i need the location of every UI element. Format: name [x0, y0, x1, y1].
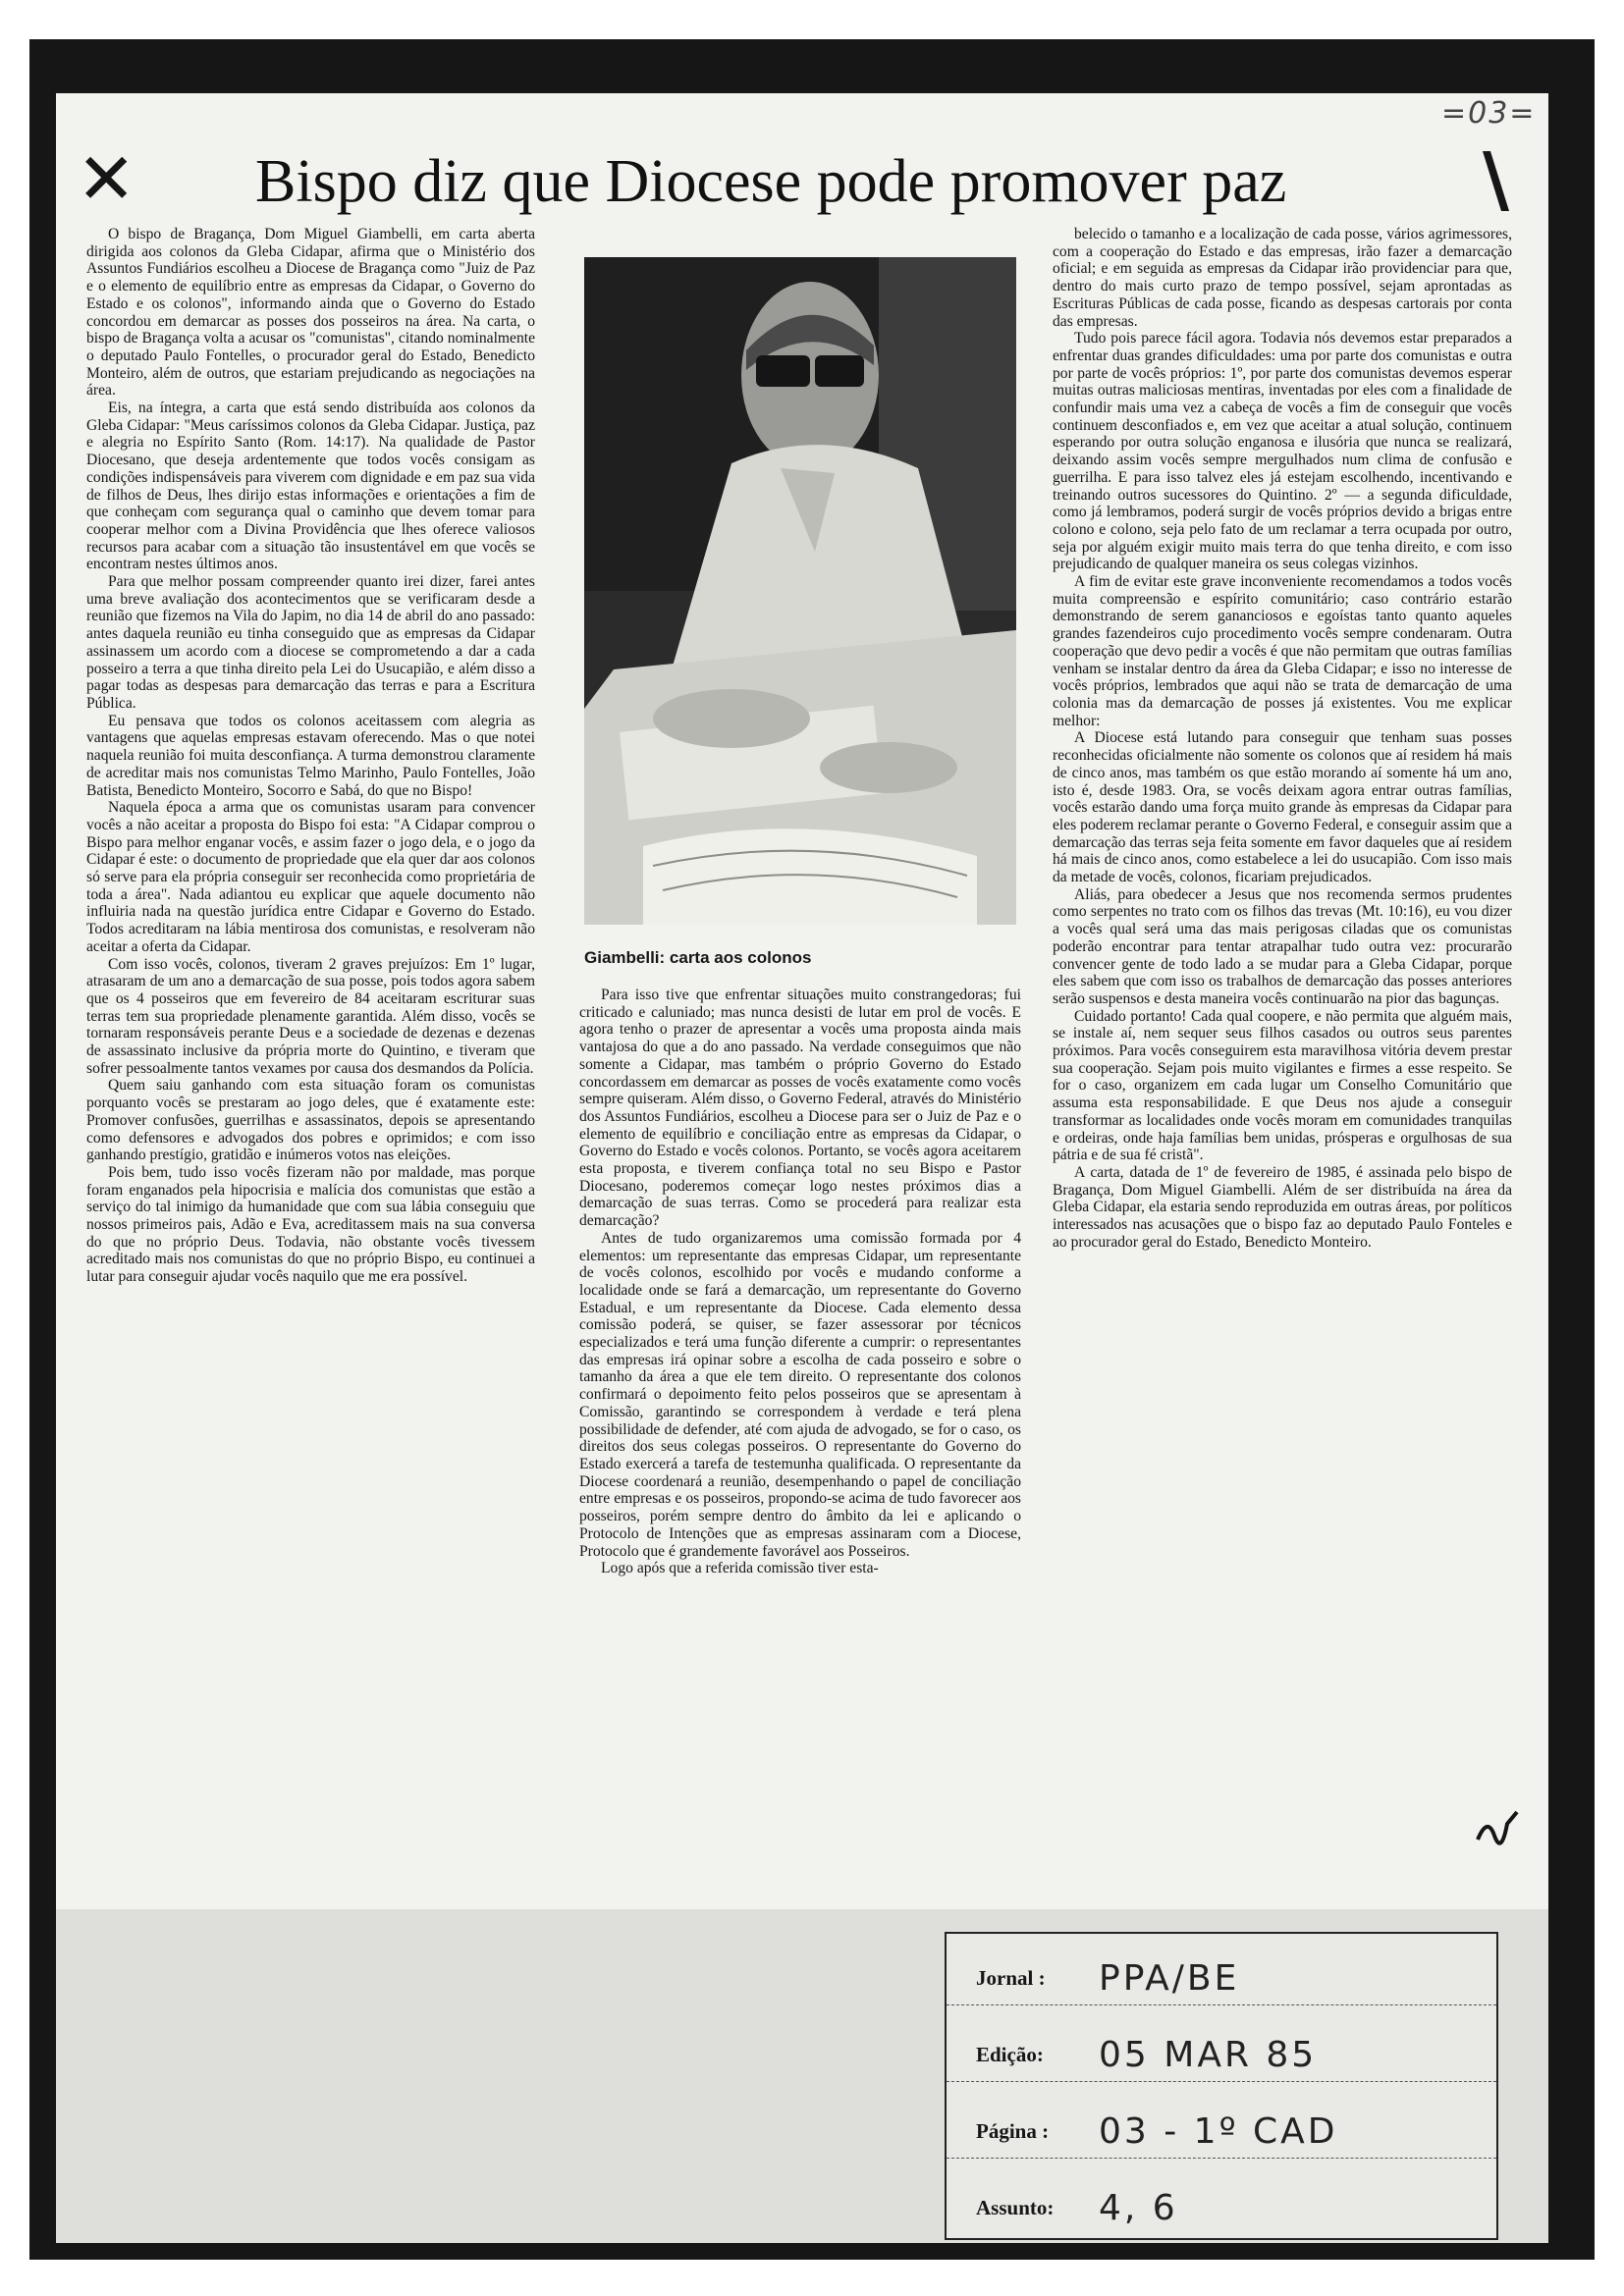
x-mark-icon: ✕ [77, 137, 136, 220]
article-paragraph: Eis, na íntegra, a carta que está sendo distribuída aos colonos da Gleba Cidapar: "Meus caríssimos colonos da Gleba Cidapar. Justiça, paz e alegria no Espírito Santo (Rom. 14:17). Na qualidade de Pastor Diocesano, que deseja ardentemente que todos vocês consigam as condições indispensáveis para viverem com dignidade e em paz sua vida de filhos de Deus, lhes dirijo estas informações e orientações a fim de que conheçam com segurança qual o caminho que devem tomar para cooperar melhor com a Divina Providência que lhes oferece valiosos recursos para acabar com a situação tão insustentável em que vocês se encontram nestes últimos anos. [86, 400, 535, 573]
article-paragraph: Aliás, para obedecer a Jesus que nos recomenda sermos prudentes como serpentes no trato com os filhos das trevas (Mt. 10:16), eu vou dizer a vocês qual será uma das mais perigosas ciladas que os comunistas poderão encontrar para tentar atrapalhar tudo outra vez: procurarão convencer gente de todo lado a se mudar para a Gleba Cidapar, porque eles sabem que com isso os trabalhos de demarcação das posses anteriores serão suspensos e desta maneira vocês continuarão na pior das bagunças. [1053, 885, 1512, 1007]
article-column-1 [86, 226, 535, 1860]
article-paragraph: A Diocese está lutando para conseguir que tenham suas posses reconhecidas oficialmente não somente os colonos que aí residem há mais de cinco anos, mas também os que estão morando aí somente há um ano, isto é, desde 1983. Ora, se vocês deixam agora entrar outras famílias, vocês estarão dando uma força muito grande às empresas da Cidapar para eles poderem reclamar perante o Governo Federal, e conseguir assim que a demarcação das terras seja feita somente em favor daqueles que aí residem há mais de cinco anos, como estabelece a lei do usucapião. Com isso mais da metade de vocês, colonos, ficariam prejudicados. [1053, 729, 1512, 886]
stamp-assunto-label: Assunto: [976, 2196, 1055, 2219]
stamp-row-assunto [947, 2163, 1496, 2234]
stamp-edicao-label: Edição: [976, 2043, 1044, 2066]
article-paragraph: Tudo pois parece fácil agora. Todavia nós devemos estar preparados a enfrentar duas grandes dificuldades: uma por parte dos comunistas e outra por parte de vocês próprios: 1º, por parte dos comunistas devemos esperar muitas outras maliciosas mentiras, inventadas por eles com a finalidade de confundir mais uma vez a cabeça de vocês a fim de conseguir que vocês continuem desconfiados e, em vez que aceitar a atual solução, continuem esperando por outra solução enganosa e ilusória que nunca se realizará, deixando assim vocês sempre mergulhados num clima de confusão e guerrilha. E para isso talvez eles já estejam escolhendo, incentivando e treinando outros sucessores do Quintino. 2º — a segunda dificuldade, como já lembramos, poderá surgir de vocês próprios devido a brigas entre colono e colono, seja pelo fato de um reclamar a terra ocupada por outro, seja por alguém exigir muito mais terra do que tenha direito, e com isso prejudicando de qualquer maneira os seus colegas vizinhos. [1053, 330, 1512, 573]
article-paragraph: Logo após que a referida comissão tiver esta- [601, 1560, 879, 1577]
article-paragraph: Para que melhor possam compreender quanto irei dizer, farei antes uma breve avaliação dos acontecimentos que se verificaram desde a reunião que fizemos na Vila do Japim, no dia 14 de abril do ano passado: antes daquela reunião eu tinha conseguido que as empresas da Cidapar assinassem um acordo com a diocese se comprometendo a dar a cada posseiro a terra a que tinha direito pela Lei do Usucapião, e além disso a pagar todas as despesas para demarcação das terras e para a Escritura Pública. [86, 573, 535, 712]
bishop-photo [584, 257, 1016, 925]
stamp-pagina-label: Página : [976, 2119, 1050, 2143]
article-paragraph: Quem saiu ganhando com esta situação foram os comunistas porquanto vocês se prestaram ao jogo deles, que é exatamente este: Promover confusões, guerrilhas e assassinatos, depois se apresentando como defensores e advogados dos pobres e oprimidos; e com isso ganhando prestígio, gratidão e inúmeros votos nas eleições. [86, 1077, 535, 1164]
article-paragraph: belecido o tamanho e a localização de cada posse, vários agrimessores, com a cooperação do Estado e das empresas, irão fazer a demarcação oficial; e em seguida as empresas da Cidapar irão providenciar para que, dentro do mais curto prazo de tempo possível, sejam aprontadas as Escrituras Públicas de cada posse, ficando as despesas cartorais por conta das empresas. [1053, 226, 1512, 330]
stamp-row-jornal [947, 1934, 1496, 2005]
stamp-jornal-label: Jornal : [976, 1966, 1046, 1990]
slash-mark-icon: \ [1483, 137, 1510, 222]
article-paragraph: Com isso vocês, colonos, tiveram 2 graves prejuízos: Em 1º lugar, atrasaram de um ano a demarcação de sua posse, pois todos agora sabem que os 4 posseiros que em fevereiro de 84 aceitaram escriturar suas terras tem sua propriedade plenamente garantida. Além disso, vocês se tornaram responsáveis perante Deus e a sociedade de dezenas e dezenas de assassinato inclusive da própria morte do Quintino, e tiveram que sofrer pessoalmente tantos vexames por causa dos desmandos da Polícia. [86, 955, 535, 1077]
headline: Bispo diz que Diocese pode promover paz [255, 148, 1287, 215]
article-paragraph: Naquela época a arma que os comunistas usaram para convencer vocês a não aceitar a proposta do Bispo foi esta: "A Cidapar comprou o Bispo para melhor enganar vocês, e assim fazer o jogo dela, e o jogo da Cidapar é este: o documento de propriedade que ela quer dar aos colonos só serve para ela própria conseguir ser reconhecida como proprietária de toda a área". Nada adiantou eu explicar que aquele documento não influiria nada na questão jurídica entre Cidapar e Governo do Estado. Todos acreditaram na lábia mentirosa dos comunistas, e resolveram não aceitar a oferta da Cidapar. [86, 799, 535, 955]
page-marker: =03= [1441, 96, 1537, 131]
stamp-row-pagina [947, 2087, 1496, 2159]
article-column-2 [579, 987, 1021, 1841]
article-paragraph: Antes de tudo organizaremos uma comissão formada por 4 elementos: um representante das empresas Cidapar, um representante de vocês colonos, escolhido por vocês e mudando conforme a localidade onde se fará a demarcação, um representante do Governo Estadual, e um representante da Diocese. Cada elemento dessa comissão poderá, se quiser, se fazer assessorar por técnicos especializados e terá uma função diferente a cumprir: o representantes das empresas irá opinar sobre a escolha de cada posseiro e sobre o tamanho da área a que ele tem direito. O representante dos colonos confirmará o depoimento feito pelos posseiros que se apresentam à Comissão, garantindo se correspondem à verdade e terá plena possibilidade de defender, até com ajuda de advogado, se for o caso, os direitos dos seus colegas posseiros. O representante do Governo do Estado exercerá a tarefa de testemunha qualificada. O representante da Diocese coordenará a reunião, desempenhando o papel de conciliação entre empresas e os posseiros, propondo-se acima de tudo favorecer aos posseiros, porém sempre dentro do âmbito da lei e aplicando o Protocolo de Intenções que as empresas assinaram com a Diocese, Protocolo que é grandemente favorável aos Posseiros. [579, 1229, 1021, 1560]
article-paragraph: Pois bem, tudo isso vocês fizeram não por maldade, mas porque foram enganados pela hipocrisia e malícia dos comunistas que estão a serviço do tal inimigo da humanidade que com sua lábia conseguiu que nossos primeiros pais, Adão e Eva, acreditassem mais na sua conversa do que no próprio Deus. Todavia, não obstante vocês tivessem acreditado mais nos comunistas do que no próprio Bispo, eu continuei a lutar para conseguir ajudar vocês naquilo que me era possível. [86, 1163, 535, 1286]
article-paragraph: Para isso tive que enfrentar situações muito constrangedoras; fui criticado e caluniado; mas nunca desisti de lutar em prol de vocês. E agora tenho o prazer de apresentar a vocês uma proposta ainda mais vantajosa do que a do ano passado. Na verdade conseguimos que não somente a Cidapar, mas também o próprio Governo do Estado concordassem em demarcar as posses de vocês exatamente como vocês sempre quiseram. Além disso, o Governo Federal, através do Ministério dos Assuntos Fundiários, escolheu a Diocese para ser o Juiz de Paz e o elemento de equilíbrio e conciliação entre as empresas da Cidapar, o Governo do Estado e vocês colonos. Portanto, se vocês agora aceitarem esta proposta, e tiverem confiança total no seu Bispo e Pastor Diocesano, poderemos começar logo nestes próximos dias a demarcação de suas terras. Como se procederá para realizar esta demarcação? [579, 987, 1021, 1230]
stamp-edicao-value: 05 MAR 85 [1099, 2035, 1318, 2075]
article-paragraph: O bispo de Bragança, Dom Miguel Giambelli, em carta aberta dirigida aos colonos da Gleba Cidapar, afirma que o Ministério dos Assuntos Fundiários escolheu a Diocese de Bragança como "Juiz de Paz e o elemento de equilíbrio entre as empresas da Cidapar, o Governo do Estado e os colonos", informando ainda que o Governo do Estado concordou em demarcar as posses dos posseiros na área. Na carta, o bispo de Bragança volta a acusar os "comunistas", citando nominalmente o deputado Paulo Fontelles, o procurador geral do Estado, Benedicto Monteiro, além de outros, que estariam prejudicando as negociações na área. [86, 226, 535, 400]
article-paragraph: Eu pensava que todos os colonos aceitassem com alegria as vantagens que aquelas empresas estavam oferecendo. Mas o que notei naquela reunião foi muita desconfiança. A turma demonstrou claramente de acreditar mais nos comunistas Telmo Marinho, Paulo Fontelles, João Batista, Benedicto Monteiro, Socorro e Sabá, do que no Bispo! [86, 712, 535, 799]
stamp-row-edicao [947, 2010, 1496, 2082]
photo-image [584, 257, 1016, 925]
photo-caption: Giambelli: carta aos colonos [584, 948, 812, 967]
article-column-3 [1053, 226, 1512, 1855]
article-paragraph: A fim de evitar este grave inconveniente recomendamos a todos vocês muita compreensão e espírito comunitário; caso contrário estarão demonstrando de serem gananciosos e egoístas tanto quanto aqueles grandes fazendeiros cujo procedimento vocês sempre condenaram. Outra cooperação que devo pedir a vocês é que não permitam que outras famílias venham se instalar dentro da área da Gleba Cidapar; e isso no interesse de vocês próprios, lembrados que aqui não se trata de demarcação de uma colonia mas da demarcação de posses já existentes. Vou me explicar melhor: [1053, 573, 1512, 729]
stamp-pagina-value: 03 - 1º CAD [1099, 2111, 1338, 2152]
stamp-assunto-value: 4, 6 [1099, 2188, 1178, 2228]
article-paragraph: Cuidado portanto! Cada qual coopere, e não permita que alguém mais, se instale aí, nem sequer seus filhos casados ou outros seus parentes próximos. Para vocês conseguirem esta maravilhosa vitória devem prestar sua cooperação. Sejam pois muito vigilantes e firmes a esse respeito. Se for o caso, organizem em cada lugar um Conselho Comunitário que assuma esta responsabilidade. E que Deus nos ajude a conseguir transformar as localidades onde vocês moram em comunidades tranquilas e ordeiras, onde haja famílias bem unidas, prósperas e orgulhosas de sua pátria e de sua fé cristã". [1053, 1007, 1512, 1164]
stamp-jornal-value: PPA/BE [1099, 1958, 1240, 1999]
article-paragraph: A carta, datada de 1º de fevereiro de 1985, é assinada pelo bispo de Bragança, Dom Miguel Giambelli. Além de ser distribuída na área da Gleba Cidapar, ela estaria sendo reproduzida em outras áreas, por políticos interessados nas acusações que o bispo faz ao deputado Paulo Fonteles e ao procurador geral do Estado, Benedicto Monteiro. [1053, 1163, 1512, 1251]
signature-scribble [1473, 1806, 1522, 1845]
archive-stamp [945, 1932, 1498, 2240]
